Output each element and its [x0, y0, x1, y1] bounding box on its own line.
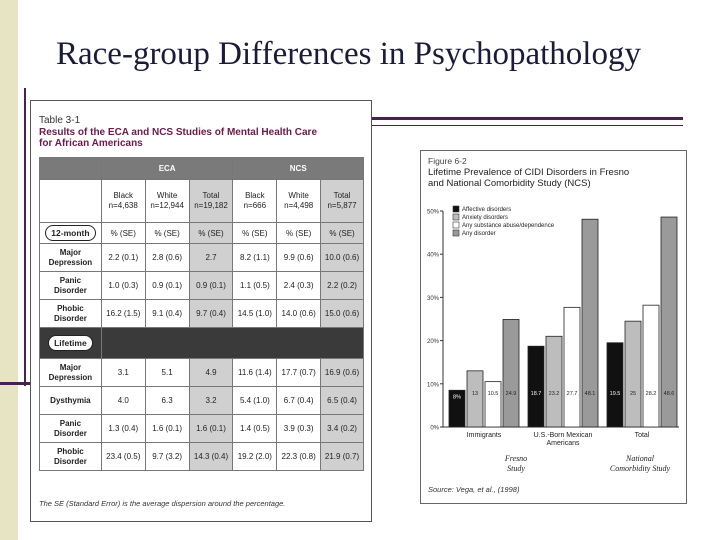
bar-data-label: 28.2 — [645, 391, 657, 397]
side-band — [0, 0, 18, 540]
bar-data-label: 8% — [453, 394, 461, 401]
table-cell: 16.2 (1.5) — [101, 300, 145, 328]
group-header-ncs: NCS — [233, 158, 364, 180]
table-cell: 4.0 — [101, 387, 145, 415]
prevalence-bar-chart — [421, 151, 686, 503]
table-cell: 14.0 (0.6) — [277, 300, 321, 328]
column-header-name: White — [156, 191, 178, 200]
legend-swatch — [453, 222, 459, 228]
row-label-line2: Disorder — [53, 313, 87, 323]
row-label-line2: Depression — [48, 257, 93, 267]
table-number: Table 3-1 — [39, 115, 81, 126]
legend-label: Anxiety disorders — [462, 215, 509, 221]
row-label — [40, 272, 102, 300]
row-label-line1: Phobic — [57, 303, 84, 313]
row-label-line1: Panic — [59, 275, 82, 285]
table-cell: 9.7 (3.2) — [145, 443, 189, 471]
section-separator-row — [40, 328, 364, 359]
empty-corner-cell — [40, 158, 102, 180]
table-cell: 1.6 (0.1) — [145, 415, 189, 443]
column-header — [233, 180, 277, 223]
table-cell: 8.2 (1.1) — [233, 244, 277, 272]
x-category-label: U.S.-Born Mexican — [533, 432, 593, 439]
table-row — [40, 272, 364, 300]
table-cell: 9.1 (0.4) — [145, 300, 189, 328]
table-row — [40, 359, 364, 387]
figure-source: Source: Vega, et al., (1998) — [428, 485, 520, 494]
column-header — [145, 180, 189, 223]
table-cell: 3.9 (0.3) — [277, 415, 321, 443]
table-cell: 3.1 — [101, 359, 145, 387]
section-pill: Lifetime — [48, 335, 93, 351]
section-label-cell — [40, 328, 102, 359]
table-row — [40, 443, 364, 471]
pct-se-header: % (SE) — [189, 223, 233, 244]
column-header-n: n=19,182 — [194, 201, 228, 210]
column-header-name: Black — [113, 191, 134, 200]
legend-label: Any substance abuse/dependence — [462, 223, 555, 229]
bar-data-label: 13 — [471, 391, 479, 397]
column-header-n: n=4,638 — [108, 201, 138, 210]
table-cell: 3.4 (0.2) — [321, 415, 364, 443]
fresno-label-line1: Fresno — [504, 454, 528, 463]
column-header-name: White — [288, 191, 309, 200]
row-label — [40, 359, 102, 387]
column-header — [101, 180, 145, 223]
figure-title-line2: and National Comorbidity Study (NCS) — [428, 178, 591, 189]
y-tick-label: 40% — [426, 252, 439, 259]
row-label-line2: Disorder — [53, 456, 87, 466]
subheader-row — [40, 180, 364, 223]
x-category-label: Total — [634, 432, 650, 439]
legend-swatch — [453, 230, 459, 236]
table-cell: 23.4 (0.5) — [101, 443, 145, 471]
bar — [528, 346, 544, 427]
row-label-line1: Major — [59, 362, 82, 372]
table-3-1-image — [30, 100, 372, 522]
legend-label: Any disorder — [462, 231, 496, 237]
ncs-label-line2: Comorbidity Study — [609, 464, 671, 473]
y-tick-label: 10% — [426, 382, 439, 389]
table-cell: 5.1 — [145, 359, 189, 387]
table-cell: 22.3 (0.8) — [277, 443, 321, 471]
empty-corner-cell — [40, 180, 102, 223]
column-header-name: Total — [202, 191, 220, 200]
separator-fill — [101, 328, 363, 359]
table-cell: 16.9 (0.6) — [321, 359, 364, 387]
table-cell: 10.0 (0.6) — [321, 244, 364, 272]
table-cell: 0.9 (0.1) — [189, 272, 233, 300]
bar — [485, 382, 501, 427]
table-cell: 21.9 (0.7) — [321, 443, 364, 471]
table-cell: 15.0 (0.6) — [321, 300, 364, 328]
row-label-line1: Dysthymia — [50, 395, 91, 405]
table-cell: 0.9 (0.1) — [145, 272, 189, 300]
table-title-line1: Results of the ECA and NCS Studies of Mental Health Care — [39, 126, 318, 138]
bar — [546, 336, 562, 427]
table-cell: 1.6 (0.1) — [189, 415, 233, 443]
figure-number: Figure 6-2 — [428, 156, 467, 166]
table-cell: 1.4 (0.5) — [233, 415, 277, 443]
table-row — [40, 415, 364, 443]
bar — [643, 305, 659, 427]
column-header-n: n=12,944 — [150, 201, 184, 210]
row-label — [40, 300, 102, 328]
row-label-line1: Phobic — [57, 446, 84, 456]
table-row — [40, 300, 364, 328]
table-cell: 5.4 (1.0) — [233, 387, 277, 415]
column-header-name: Black — [245, 191, 265, 200]
ncs-label-line1: National — [625, 454, 655, 463]
slide-title: Race-group Differences in Psychopathology — [56, 36, 641, 72]
section-pill: 12-month — [45, 225, 95, 241]
row-label — [40, 387, 102, 415]
table-cell: 6.5 (0.4) — [321, 387, 364, 415]
bar-data-label: 27.7 — [566, 391, 578, 397]
legend-swatch — [453, 214, 459, 220]
row-label — [40, 244, 102, 272]
y-tick-label: 20% — [426, 339, 439, 346]
y-tick-label: 50% — [426, 209, 439, 216]
pct-se-header: % (SE) — [145, 223, 189, 244]
table-cell: 6.7 (0.4) — [277, 387, 321, 415]
bar — [467, 371, 483, 427]
column-header-n: n=5,877 — [327, 201, 357, 210]
table-cell: 2.2 (0.1) — [101, 244, 145, 272]
pct-se-header: % (SE) — [277, 223, 321, 244]
pct-se-header: % (SE) — [233, 223, 277, 244]
results-table — [39, 157, 364, 471]
x-category-label: Immigrants — [466, 432, 502, 439]
bar — [625, 321, 641, 427]
pct-se-header: % (SE) — [321, 223, 364, 244]
horizontal-rule — [370, 117, 683, 120]
section-label-cell — [40, 223, 102, 244]
row-label — [40, 443, 102, 471]
column-header — [321, 180, 364, 223]
row-label-line1: Panic — [59, 418, 82, 428]
table-cell: 11.6 (1.4) — [233, 359, 277, 387]
bar-data-label: 19.5 — [609, 391, 621, 397]
bar-data-label: 48.1 — [584, 391, 596, 397]
column-header — [189, 180, 233, 223]
fresno-label-line2: Study — [507, 464, 525, 473]
table-cell: 1.1 (0.5) — [233, 272, 277, 300]
table-cell: 14.3 (0.4) — [189, 443, 233, 471]
column-header — [277, 180, 321, 223]
legend-swatch — [453, 206, 459, 212]
bar-data-label: 24.9 — [505, 391, 517, 397]
bar-data-label: 25 — [629, 391, 637, 397]
table-caption — [39, 115, 317, 150]
table-cell: 2.7 — [189, 244, 233, 272]
row-label-line2: Disorder — [53, 285, 87, 295]
pct-se-header: % (SE) — [101, 223, 145, 244]
bar-data-label: 48.6 — [663, 391, 675, 397]
bar — [607, 343, 623, 427]
group-header-eca: ECA — [101, 158, 233, 180]
bar — [564, 307, 580, 427]
table-cell: 3.2 — [189, 387, 233, 415]
column-header-name: Total — [333, 191, 351, 200]
row-label-line2: Disorder — [53, 428, 87, 438]
column-header-n: n=666 — [243, 201, 267, 210]
x-category-label-line2: Americans — [546, 440, 580, 447]
row-label — [40, 415, 102, 443]
table-row — [40, 387, 364, 415]
table-row — [40, 244, 364, 272]
table-cell: 14.5 (1.0) — [233, 300, 277, 328]
table-cell: 4.9 — [189, 359, 233, 387]
vertical-rule — [24, 88, 26, 386]
table-cell: 9.7 (0.4) — [189, 300, 233, 328]
table-cell: 19.2 (2.0) — [233, 443, 277, 471]
y-tick-label: 0% — [430, 425, 439, 432]
horizontal-rule — [370, 125, 683, 126]
table-cell: 9.9 (0.6) — [277, 244, 321, 272]
table-cell: 1.0 (0.3) — [101, 272, 145, 300]
column-header-n: n=4,498 — [284, 201, 314, 210]
table-cell: 6.3 — [145, 387, 189, 415]
figure-title-line1: Lifetime Prevalence of CIDI Disorders in Fresno — [428, 167, 630, 178]
table-cell: 17.7 (0.7) — [277, 359, 321, 387]
bar-data-label: 10.5 — [487, 391, 499, 397]
table-title-line2: for African Americans — [39, 138, 143, 149]
table-cell: 2.4 (0.3) — [277, 272, 321, 300]
y-tick-label: 30% — [426, 295, 439, 302]
row-label-line1: Major — [59, 247, 82, 257]
bar-data-label: 23.2 — [548, 391, 560, 397]
row-label-line2: Depression — [48, 372, 93, 382]
table-cell: 2.2 (0.2) — [321, 272, 364, 300]
bar-data-label: 18.7 — [530, 391, 542, 397]
figure-6-2-image — [420, 150, 687, 504]
legend-label: Affective disorders — [462, 207, 512, 213]
bar — [503, 319, 519, 427]
table-cell: 2.8 (0.6) — [145, 244, 189, 272]
table-cell: 1.3 (0.4) — [101, 415, 145, 443]
table-footnote: The SE (Standard Error) is the average dispersion around the percentage. — [39, 499, 286, 508]
group-header-row — [40, 158, 364, 180]
section-pct-row — [40, 223, 364, 244]
